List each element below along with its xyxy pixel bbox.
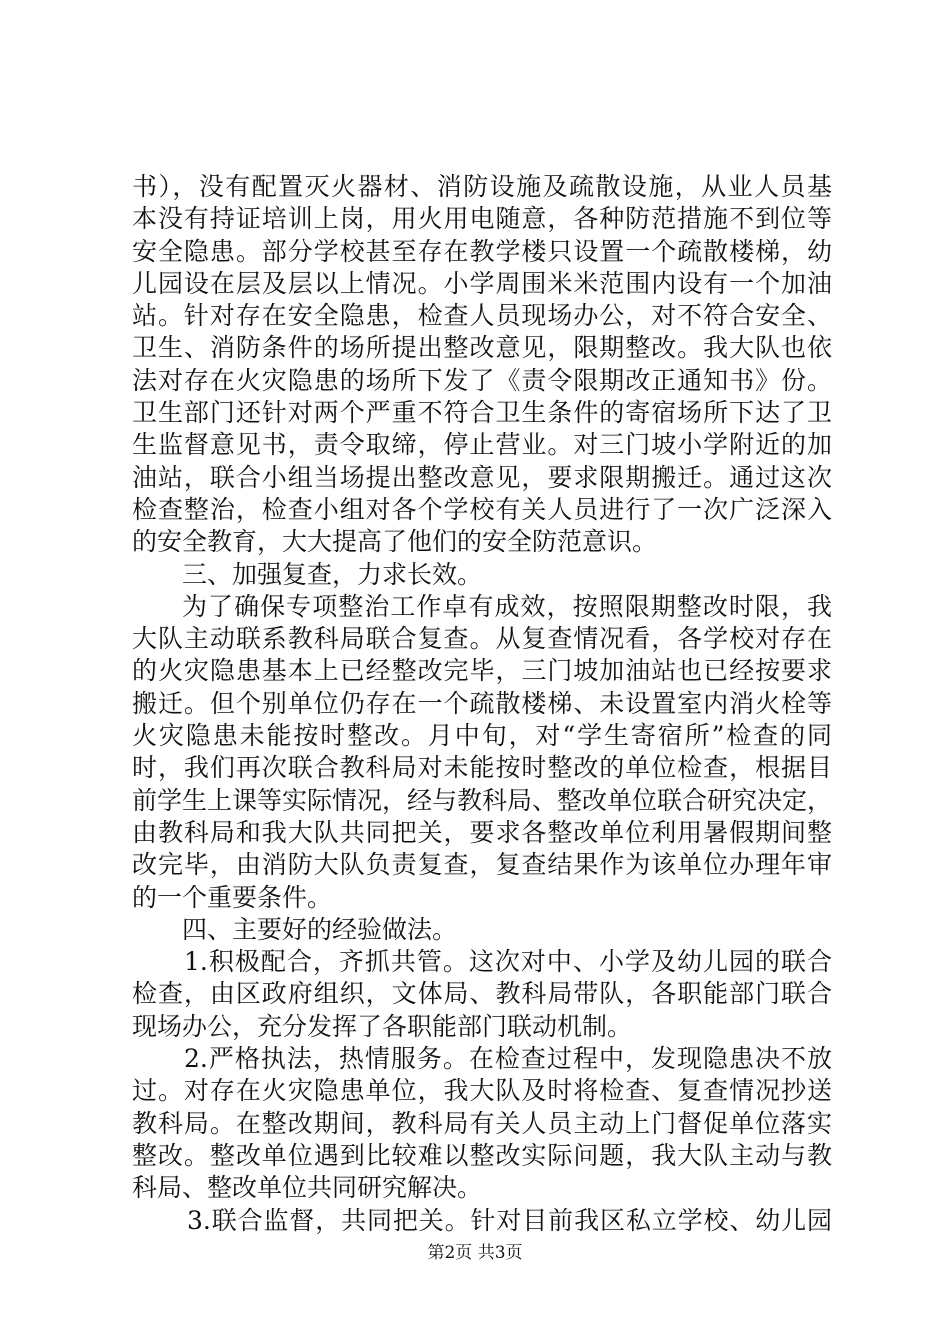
text-line: 儿园设在层及层以上情况。小学周围米米范围内设有一个加油 bbox=[132, 268, 832, 298]
text-line: 的火灾隐患基本上已经整改完毕，三门坡加油站也已经按要求 bbox=[132, 656, 832, 686]
paragraph-start-line: 为了确保专项整治工作卓有成效，按照限期整改时限，我 bbox=[182, 591, 832, 621]
text-line: 的安全教育，大大提高了他们的安全防范意识。 bbox=[132, 527, 658, 557]
text-line: 站。针对存在安全隐患，检查人员现场办公，对不符合安全、 bbox=[132, 301, 832, 331]
document-body bbox=[132, 171, 832, 1237]
text-line: 本没有持证培训上岗，用火用电随意，各种防范措施不到位等 bbox=[132, 204, 832, 234]
text-line: 前学生上课等实际情况，经与教科局、整改单位联合研究决定， bbox=[132, 785, 833, 815]
text-line: 安全隐患。部分学校甚至存在教学楼只设置一个疏散楼梯，幼 bbox=[132, 236, 832, 266]
text-line: 卫生部门还针对两个严重不符合卫生条件的寄宿场所下达了卫 bbox=[132, 398, 832, 428]
page-number-footer: 第2页 共3页 bbox=[427, 1243, 523, 1263]
paragraph-start-line: 3.联合监督，共同把关。针对目前我区私立学校、幼儿园 bbox=[187, 1205, 832, 1235]
paragraph-start-line: 2.严格执法，热情服务。在检查过程中，发现隐患决不放 bbox=[184, 1044, 832, 1074]
text-line: 法对存在火灾隐患的场所下发了《责令限期改正通知书》份。 bbox=[132, 365, 832, 395]
text-line: 现场办公，充分发挥了各职能部门联动机制。 bbox=[132, 1011, 633, 1041]
text-line: 大队主动联系教科局联合复查。从复查情况看，各学校对存在 bbox=[132, 624, 832, 654]
text-line: 过。对存在火灾隐患单位，我大队及时将检查、复查情况抄送 bbox=[132, 1076, 832, 1106]
text-line: 油站，联合小组当场提出整改意见，要求限期搬迁。通过这次 bbox=[132, 462, 832, 492]
text-line: 检查，由区政府组织，文体局、教科局带队，各职能部门联合 bbox=[132, 979, 832, 1009]
paragraph-start-line: 1.积极配合，齐抓共管。这次对中、小学及幼儿园的联合 bbox=[184, 947, 832, 977]
text-line: 改完毕，由消防大队负责复查，复查结果作为该单位办理年审 bbox=[132, 850, 832, 880]
text-line: 搬迁。但个别单位仍存在一个疏散楼梯、未设置室内消火栓等 bbox=[132, 688, 832, 718]
text-line: 书），没有配置灭火器材、消防设施及疏散设施，从业人员基 bbox=[132, 172, 832, 201]
section-heading: 四、主要好的经验做法。 bbox=[182, 914, 458, 944]
text-line: 卫生、消防条件的场所提出整改意见，限期整改。我大队也依 bbox=[132, 333, 832, 363]
text-line: 时，我们再次联合教科局对未能按时整改的单位检查，根据目 bbox=[132, 753, 832, 783]
text-line: 由教科局和我大队共同把关，要求各整改单位利用暑假期间整 bbox=[132, 817, 832, 847]
section-heading: 三、加强复查，力求长效。 bbox=[182, 559, 483, 589]
text-line: 生监督意见书，责令取缔，停止营业。对三门坡小学附近的加 bbox=[132, 430, 832, 460]
text-line: 的一个重要条件。 bbox=[132, 882, 333, 912]
text-line: 检查整治，检查小组对各个学校有关人员进行了一次广泛深入 bbox=[132, 494, 832, 524]
text-line: 教科局。在整改期间，教科局有关人员主动上门督促单位落实 bbox=[132, 1108, 832, 1138]
text-line: 火灾隐患未能按时整改。月中旬，对“学生寄宿所”检查的同 bbox=[132, 721, 832, 751]
text-line: 科局、整改单位共同研究解决。 bbox=[132, 1173, 483, 1203]
text-line: 整改。整改单位遇到比较难以整改实际问题，我大队主动与教 bbox=[132, 1140, 832, 1170]
